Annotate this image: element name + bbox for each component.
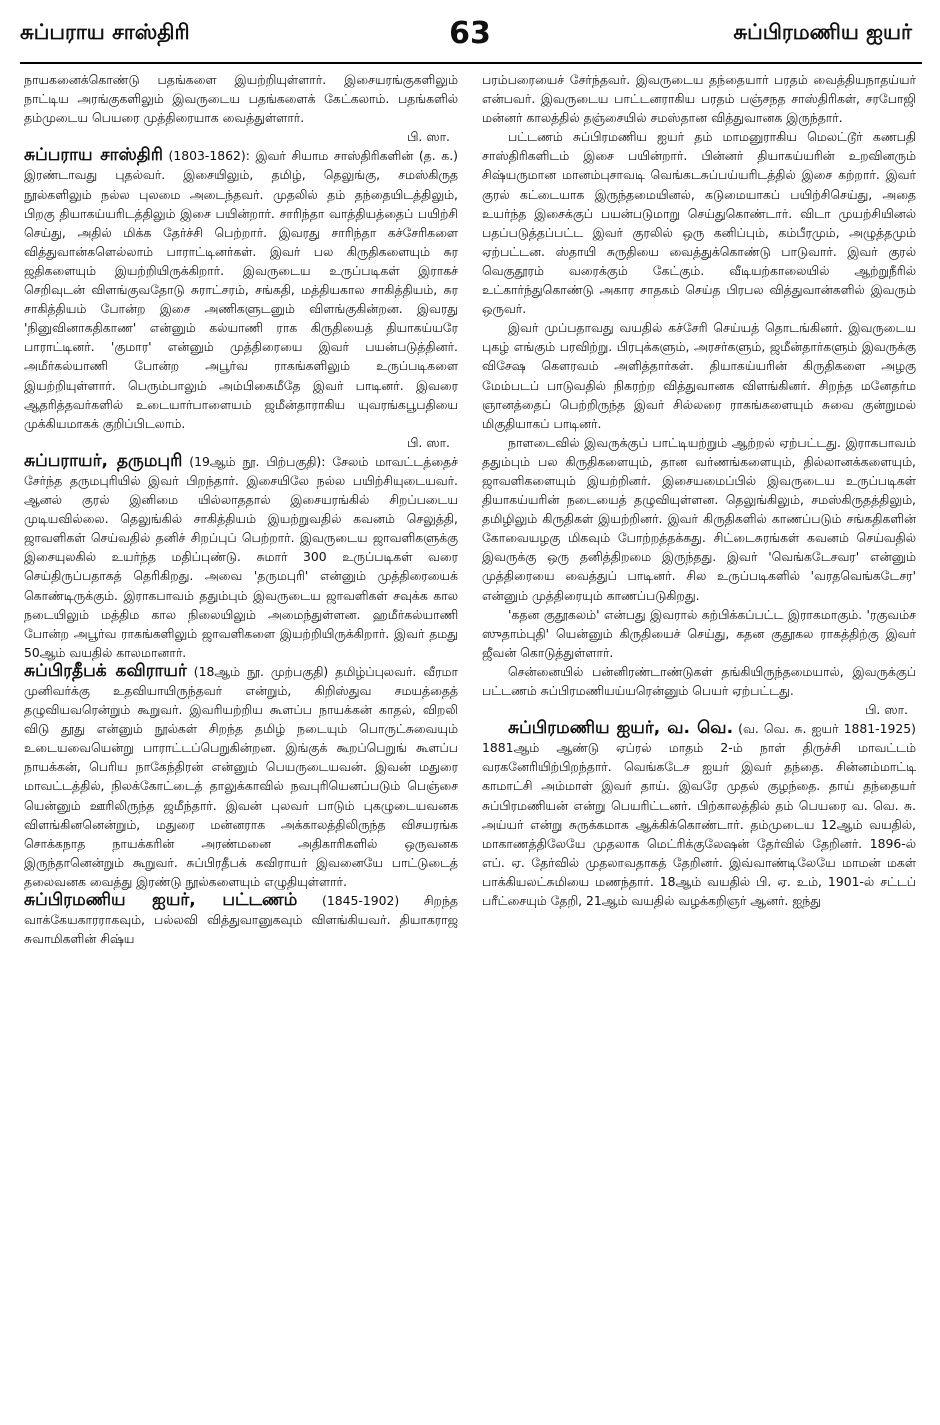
paragraph: பட்டணம் சுப்பிரமணிய ஐயர் தம் மாமனுராகிய மெலட்டூர் கணபதி சாஸ்திரிகளிடம் இசை பயின்றார். பின்னர் தியாகய்யரின் உறவினரும் சிஷ்யருமான மானம்புசாவடி வெங்கடசுப்பய்யரிடத்தில் இசை கற்றார். இவர் குரல் கட்டையாக இருந்தமையினல், கடுமையாகப் பயிற்சிசெய்து, அதை உயர்ந்த இசைக்குப் பயன்படுமாறு செய்துகொண்டார். விடா முயற்சியினல் பதப்படுத்தப்பட்ட இவர் குரலில் ஒரு கனிப்பும், கம்பீரமும், அழுத்தமும் ஏற்பட்டன. ஸ்தாயி சுருதியை வைத்துக்கொண்டு பாடுவார். இவர் குரல் வெகுதூரம் வரைக்கும் கேட்கும். வீடியற்காலையில் ஆற்றுநீரில் உட்கார்ந்துகொண்டு அகார சாதகம் செய்த பிரபல வித்துவான்களில் இவரும் ஒருவர். [482, 129, 916, 317]
entry-text: (வ. வெ. சு. ஐயர் 1881-1925) 1881ஆம் ஆண்டு ஏப்ரல் மாதம் 2-ம் நாள் திருச்சி மாவட்டம் வரகனேரியிற்பிறந்தார். வெங்கடேச ஐயர் இவர் தந்தை. சின்னம்மாட்டி காமாட்சி அம்மாள் இவர் தாய். இவரே முதல் குழந்தை. தாய் தந்தையர் சுப்பிரமணியன் என்று பெயரிட்டனர். பிற்காலத்தில் தம் பெயரை வ. வெ. சு. அய்யர் என்று சுருக்கமாக ஆக்கிக்கொண்டார். தம்முடைய 12ஆம் வயதில், மாகாணத்திலேயே முதலாக மெட்ரிக்குலேஷன் தேர்வில் தேறினர். 1896-ல் எப். ஏ. தேர்வில் முதலாவதாகத் தேறினர். இவ்வாண்டிலேயே மாமன் மகள் பாக்கியலட்சுமியை மணந்தார். 18ஆம் வயதில் பி. ஏ. உம், 1901-ல் சட்டப் பரீட்சையும் தேறி, 21ஆம் வயதில் வழக்கறிஞர் ஆனர். ஐந்து [482, 721, 916, 909]
entry [24, 452, 458, 662]
left-column [24, 70, 458, 1415]
running-head-left: சுப்பராய சாஸ்திரி [20, 20, 190, 44]
entry-heading: சுப்பிரமணிய ஐயர், வ. வெ. [508, 718, 734, 739]
author-initials: பி. ஸா. [865, 702, 908, 718]
entry-text: (18ஆம் நூ. முற்பகுதி) தமிழ்ப்புலவர். வீரமா முனிவர்க்கு உதவியாயிருந்தவர் என்றும், கிறிஸ்துவ சமயத்தைத் தழுவியவரென்றும் கூறுவர். இவரியற்றிய கூளப்ப நாயக்கன் காதல், விறலி விடு தூது என்னும் நூல்கள் சிறந்த தமிழ் நடையும் பொருட்சுவையும் உடையவையென்று பாராட்டப்பெறுகின்றன. இங்குக் கூறப்பெறுங் கூளப்ப நாயக்கன், பெரிய நாகேந்திரன் என்னும் பெயருடையவன். இவன் மதுரை மாவட்டத்தில், நிலக்கோட்டைத் தாலுக்காவில் நவபுரியெனப்படும் பெஞ்சை யென்னும் ஊரிலிருந்த ஜமீந்தார். இவன் புலவர் பாடும் புகழுடையவனக விளங்கினனென்றும், மதுரை மன்னராக அக்காலத்திலிருந்த விசயரங்க சொக்கநாத நாயக்கரின் அரண்மனை அதிகாரிகளில் ஒருவனக இருந்தானென்றும் கூறுவர். சுப்பிரதீபக் கவிராயர் இவனையே பாட்டுடைத் தலைவனக வைத்து இரண்டு நூல்களையும் எழுதியுள்ளார். [24, 663, 458, 889]
entry-heading: சுப்பிரதீபக் கவிராயர் [24, 660, 187, 681]
paragraph [482, 662, 916, 719]
entry-text: (19ஆம் நூ. பிற்பகுதி): சேலம் மாவட்டத்தைச் சேர்ந்த தருமபுரியில் இவர் பிறந்தார். இசையிலே நல்ல பயிற்சியுடையவர். ஆனல் குரல் இனிமை யில்லாததால் இசையரங்கில் சிறப்படைய முடியவில்லை. தெலுங்கில் சாகித்தியம் இயற்றுவதில் கவனம் செலுத்தி, ஜாவளிகள் செய்வதில் தனிச் சிறப்புப் பெற்றார். இவருடைய ஜாவளிகளுக்கு இசையுலகில் உயர்ந்த மதிப்புண்டு. சுமார் 300 உருப்படிகள் வரை செய்திருப்பதாகத் தெரிகிறது. அவை 'தருமபுரி' என்னும் முத்திரையைக் கொண்டிருக்கும். இராகபாவம் ததும்பும் இவருடைய ஜாவளிகள் சவுக்க கால நடையிலும் மத்திம கால நிலையிலும் அமைந்துள்ளன. ஹமீர்கல்யாணி போன்ற அபூர்வ ராகங்களிலும் ஜாவளிகளை இயற்றியிருக்கிறார். இவர் தமது 50ஆம் வயதில் காலமானார். [24, 453, 458, 660]
entry [24, 146, 458, 452]
paragraph [24, 70, 458, 146]
running-head-right: சுப்பிரமணிய ஐயர் [733, 20, 912, 44]
page-header [0, 0, 940, 62]
paragraph-text: சென்னையில் பன்னிரண்டாண்டுகள் தங்கியிருந்தமையால், இவருக்குப் பட்டணம் சுப்பிரமணியய்யரென்னும் பெயர் ஏற்பட்டது. [482, 663, 916, 698]
entry-heading: சுப்பிரமணிய ஐயர், பட்டணம் [24, 890, 298, 911]
entry [482, 719, 916, 910]
paragraph: இவர் முப்பதாவது வயதில் கச்சேரி செய்யத் தொடங்கினர். இவருடைய புகழ் எங்கும் பரவிற்று. பிரபுக்களும், அரசர்களும், ஜமீன்தார்களும் இவருக்கு விசேஷ கௌரவம் அளித்தார்கள். தியாகய்யரின் கிருதிகளை அழகு மேம்படப் பாடுவதில் நிகரற்ற வித்துவானக விளங்கினர். சிறந்த மனேதர்ம ஞானத்தைப் பெற்றிருந்த இவர் சில்லரை ராகங்களையும் சுவை குன்றுமல் மிகுதியாகப் பாடினர். [482, 320, 916, 431]
entry [24, 891, 458, 948]
entry-text: (1803-1862): இவர் சியாம சாஸ்திரிகளின் (த. க.) இரண்டாவது புதல்வர். இசையிலும், தமிழ், தெலுங்கு, சமஸ்கிருத நூல்களிலும் நல்ல புலமை அடைந்தவர். முதலில் தம் தந்தையிடத்திலும், பிறகு தியாகய்யரிடத்திலும் இசை பயின்றார். சாரிந்தா வாத்தியத்தைப் பயிற்சி செய்து, அதில் மிக்க தேர்ச்சி பெற்றார். இவரது சாரிந்தா கச்சேரிகளை வித்துவான்களெல்லாம் பாராட்டினர்கள். இவர் பல கிருதிகளையும் சுர ஜதிகளையும் இயற்றியிருக்கிறார். இவருடைய உருப்படிகள் இராகச் செறிவுடன் விளங்குவதோடு சுராட்சரம், சங்கதி, மத்தியகால சாகித்தியம், சுர சாகித்தியம் போன்ற இசை அணிகளுடனும் விளங்குகின்றன. இவரது 'நினுவினாகதிகாண' என்னும் கல்யாணி ராக கிருதியைத் தியாகய்யரே பாராட்டினர். 'குமார' என்னும் முத்திரையை இவர் பயன்படுத்தினர். அமீர்கல்யாணி போன்ற அபூர்வ ராகங்களிலும் உருப்படிகளை இயற்றியுள்ளார். பெரும்பாலும் அம்பிகைமீதே இவர் பாடினர். இவரை ஆதரித்தவர்களில் உடையார்பாளையம் ஜமீன்தாராகிய யுவரங்கபூபதியை முக்கியமாகக் குறிப்பிடலாம். [24, 148, 458, 431]
entry [24, 662, 458, 891]
right-column [482, 70, 916, 1415]
entry-heading: சுப்பராய சாஸ்திரி [24, 145, 163, 166]
paragraph: நாளடைவில் இவருக்குப் பாட்டியற்றும் ஆற்றல் ஏற்பட்டது. இராகபாவம் ததும்பும் பல கிருதிகளையும், தான வர்ணங்களையும், தில்லானக்களையும், ஜாவளிகளையும் இயற்றினர். இசையமைப்பில் இவருடைய உருப்படிகள் தியாகய்யரின் நடையைத் தழுவியுள்ளன. தெலுங்கிலும், சமஸ்கிருதத்திலும், தமிழிலும் கிருதிகள் இயற்றினர். இவர் கிருதிகளில் காணப்படும் சங்கதிகளின் கோவையழகு மிகவும் போற்றத்தக்கது. சிட்டைசுரங்கள் கவனம் செய்வதில் இவருக்கு ஒரு தனித்திறமை இருந்தது. இவர் 'வெங்கடேசவர' என்னும் முத்திரையை வைத்துப் பாடினர். சில உருப்படிகளில் 'வரதவெங்கடேசர' என்னும் முத்திரையும் காணப்படுகிறது. [482, 434, 916, 603]
page-number: 63 [449, 16, 491, 51]
paragraph-text: நாயகனைக்கொண்டு பதங்களை இயற்றியுள்ளார். இசையரங்குகளிலும் நாட்டிய அரங்குகளிலும் இவருடைய பதங்களைக் கேட்கலாம். பதங்களில் தம்முடைய பெயரை முத்திரையாக வைத்துள்ளார். [24, 72, 458, 126]
entry-heading: சுப்பராயர், தருமபுரி [24, 450, 183, 471]
author-initials: பி. ஸா. [407, 434, 450, 450]
paragraph: பரம்பரையைச் சேர்ந்தவர். இவருடைய தந்தையார் பரதம் வைத்தியநாதய்யர் என்பவர். இவருடைய பாட்டனராகிய பரதம் பஞ்சநத சாஸ்திரிகள், சரபோஜி மன்னர் காலத்தில் தஞ்சையில் சமஸ்தான வித்துவானக இருந்தார். [482, 72, 916, 126]
author-initials: பி. ஸா. [407, 129, 450, 145]
header-divider [20, 62, 922, 64]
entry-text: (1845-1902) சிறந்த வாக்கேயகாரராகவும், பல்லவி வித்துவானுகவும் விளங்கியவர். தியாகராஜ சுவாமிகளின் சிஷ்ய [24, 893, 458, 947]
paragraph: 'கதன குதூகலம்' என்பது இவரால் கற்பிக்கப்பட்ட இராகமாகும். 'ரகுவம்ச ஸுதாம்புதி' யென்னும் கிருதியைச் செய்து, கதன குதூகல ராகத்திற்கு இவர் ஜீவன் கொடுத்துள்ளார். [482, 606, 916, 660]
